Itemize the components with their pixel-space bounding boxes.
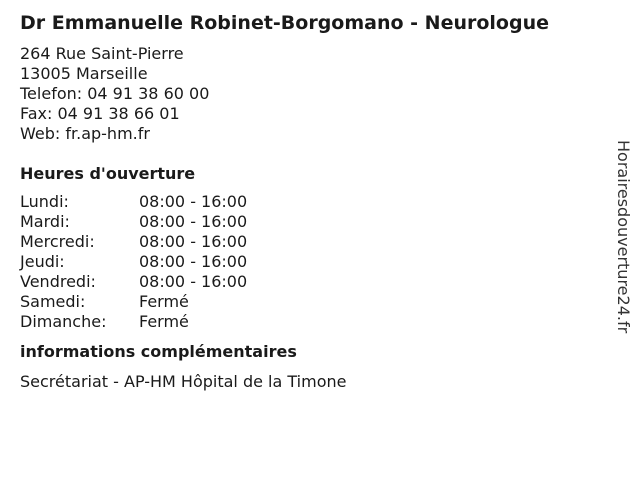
postal-city: 13005 Marseille	[20, 64, 148, 83]
day-label: Jeudi:	[20, 252, 65, 271]
additional-info-heading: informations complémentaires	[20, 342, 297, 361]
time-value: Fermé	[139, 292, 189, 311]
hours-row-monday	[20, 192, 600, 212]
street-address: 264 Rue Saint-Pierre	[20, 44, 184, 63]
time-value: 08:00 - 16:00	[139, 272, 248, 291]
doctor-card	[20, 10, 600, 392]
website-link[interactable]: Web: fr.ap-hm.fr	[20, 124, 150, 143]
page-title: Dr Emmanuelle Robinet-Borgomano - Neurologue	[20, 12, 549, 34]
day-label: Dimanche:	[20, 312, 107, 331]
opening-hours-heading: Heures d'ouverture	[20, 164, 196, 183]
hours-row-thursday	[20, 252, 600, 272]
time-value: 08:00 - 16:00	[139, 212, 248, 231]
phone-number[interactable]: Telefon: 04 91 38 60 00	[20, 84, 210, 103]
address-block	[20, 44, 600, 144]
hours-row-tuesday	[20, 212, 600, 232]
side-brand-text: Horairesdouverture24.fr	[614, 140, 633, 334]
additional-info-text: Secrétariat - AP-HM Hôpital de la Timone	[20, 372, 347, 391]
time-value: Fermé	[139, 312, 189, 331]
hours-row-saturday	[20, 292, 600, 312]
hours-row-sunday	[20, 312, 600, 332]
time-value: 08:00 - 16:00	[139, 252, 248, 271]
hours-row-wednesday	[20, 232, 600, 252]
time-value: 08:00 - 16:00	[139, 232, 248, 251]
day-label: Samedi:	[20, 292, 86, 311]
day-label: Vendredi:	[20, 272, 96, 291]
day-label: Mercredi:	[20, 232, 95, 251]
day-label: Lundi:	[20, 192, 69, 211]
time-value: 08:00 - 16:00	[139, 192, 248, 211]
fax-number: Fax: 04 91 38 66 01	[20, 104, 180, 123]
day-label: Mardi:	[20, 212, 70, 231]
hours-row-friday	[20, 272, 600, 292]
opening-hours-table	[20, 192, 600, 332]
